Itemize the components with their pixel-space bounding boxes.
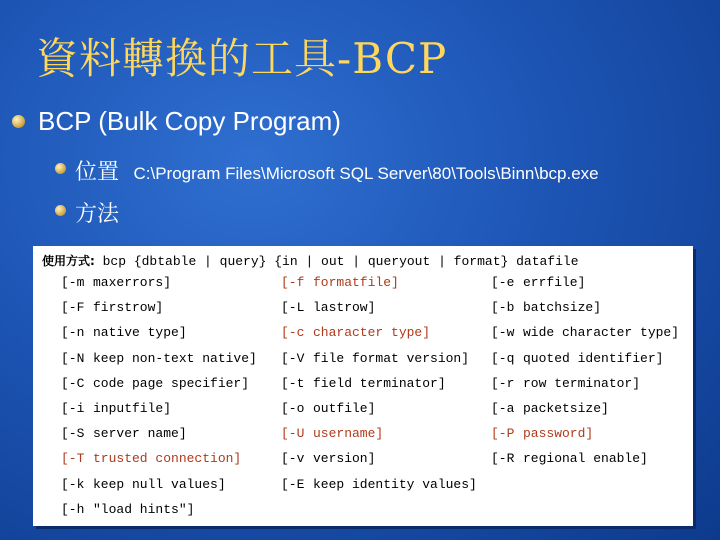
- option-cell: [61, 426, 281, 451]
- option-text: native type]: [93, 325, 187, 341]
- location-path: C:\Program Files\Microsoft SQL Server\80\Tools\Binn\bcp.exe: [133, 164, 599, 183]
- option-flag: [-a: [491, 400, 515, 416]
- option-flag: [-E: [281, 476, 305, 492]
- option-flag: [-b: [491, 300, 515, 316]
- method-line: [75, 197, 119, 228]
- option-text: "load hints"]: [93, 501, 195, 517]
- option-flag: [-U: [281, 426, 305, 442]
- option-text: server name]: [93, 426, 187, 442]
- option-cell: [61, 502, 281, 527]
- method-label: 方法: [75, 202, 120, 227]
- option-flag: [-k: [61, 476, 85, 492]
- location-line: [75, 155, 599, 186]
- option-text: firstrow]: [93, 300, 164, 316]
- bullet-icon: [55, 205, 66, 216]
- option-text: code page specifier]: [93, 375, 250, 391]
- option-flag: [-c: [281, 325, 305, 341]
- empty-cell: [281, 502, 491, 527]
- option-cell: [61, 376, 281, 401]
- option-cell: [61, 401, 281, 426]
- empty-cell: [491, 477, 701, 502]
- option-flag: [-F: [61, 300, 85, 316]
- slide-title: 資料轉換的工具-BCP: [36, 34, 448, 83]
- option-cell: [61, 451, 281, 476]
- option-text: password]: [523, 426, 594, 442]
- option-text: formatfile]: [313, 275, 399, 290]
- option-flag: [-f: [281, 275, 305, 290]
- option-cell: [281, 325, 491, 350]
- option-cell: [491, 275, 701, 300]
- option-text: username]: [313, 426, 384, 442]
- option-cell: [491, 351, 701, 376]
- usage-line: [42, 252, 579, 269]
- option-flag: [-v: [281, 451, 305, 467]
- usage-label: 使用方式:: [42, 254, 95, 268]
- option-flag: [-R: [491, 451, 515, 467]
- option-cell: [491, 401, 701, 426]
- option-text: inputfile]: [93, 400, 172, 416]
- option-cell: [281, 426, 491, 451]
- option-flag: [-S: [61, 426, 85, 442]
- empty-cell: [491, 502, 701, 527]
- option-cell: [61, 275, 281, 300]
- option-cell: [491, 376, 701, 401]
- option-text: row terminator]: [523, 375, 641, 391]
- option-text: lastrow]: [313, 300, 376, 316]
- option-cell: [491, 325, 701, 350]
- option-cell: [281, 351, 491, 376]
- option-text: regional enable]: [523, 451, 648, 467]
- option-cell: [281, 451, 491, 476]
- option-cell: [491, 426, 701, 451]
- option-text: keep non-text native]: [93, 350, 257, 366]
- options-grid: [61, 275, 701, 527]
- option-flag: [-o: [281, 400, 305, 416]
- option-cell: [281, 477, 491, 502]
- option-text: quoted identifier]: [523, 350, 664, 366]
- option-text: version]: [313, 451, 376, 467]
- option-flag: [-t: [281, 375, 305, 391]
- option-text: packetsize]: [523, 400, 609, 416]
- option-text: trusted connection]: [93, 451, 242, 467]
- option-flag: [-V: [281, 350, 305, 366]
- option-flag: [-q: [491, 350, 515, 366]
- option-text: character type]: [313, 325, 431, 341]
- location-label: 位置: [75, 160, 120, 185]
- option-text: batchsize]: [523, 300, 602, 316]
- option-flag: [-N: [61, 350, 85, 366]
- bullet-icon: [55, 163, 66, 174]
- option-flag: [-P: [491, 426, 515, 442]
- option-flag: [-n: [61, 325, 85, 341]
- option-cell: [491, 451, 701, 476]
- option-text: errfile]: [523, 275, 586, 290]
- usage-syntax: bcp {dbtable | query} {in | out | queryout | format} datafile: [102, 254, 579, 269]
- option-cell: [281, 275, 491, 300]
- option-flag: [-C: [61, 375, 85, 391]
- bullet-bcp-heading: BCP (Bulk Copy Program): [38, 106, 341, 136]
- option-flag: [-h: [61, 501, 85, 517]
- option-flag: [-r: [491, 375, 515, 391]
- option-text: wide character type]: [523, 325, 680, 341]
- option-flag: [-e: [491, 275, 515, 290]
- option-flag: [-T: [61, 451, 85, 467]
- option-text: keep null values]: [93, 476, 226, 492]
- bullet-icon: [12, 115, 25, 128]
- option-text: keep identity values]: [313, 476, 477, 492]
- option-flag: [-i: [61, 400, 85, 416]
- option-cell: [281, 401, 491, 426]
- option-cell: [61, 300, 281, 325]
- option-text: file format version]: [313, 350, 470, 366]
- option-cell: [61, 325, 281, 350]
- option-cell: [491, 300, 701, 325]
- option-cell: [61, 351, 281, 376]
- option-text: maxerrors]: [93, 275, 172, 290]
- option-cell: [61, 477, 281, 502]
- option-flag: [-w: [491, 325, 515, 341]
- option-cell: [281, 300, 491, 325]
- option-flag: [-L: [281, 300, 305, 316]
- option-cell: [281, 376, 491, 401]
- option-text: outfile]: [313, 400, 376, 416]
- option-text: field terminator]: [313, 375, 446, 391]
- syntax-panel: [33, 246, 693, 526]
- option-flag: [-m: [61, 275, 85, 290]
